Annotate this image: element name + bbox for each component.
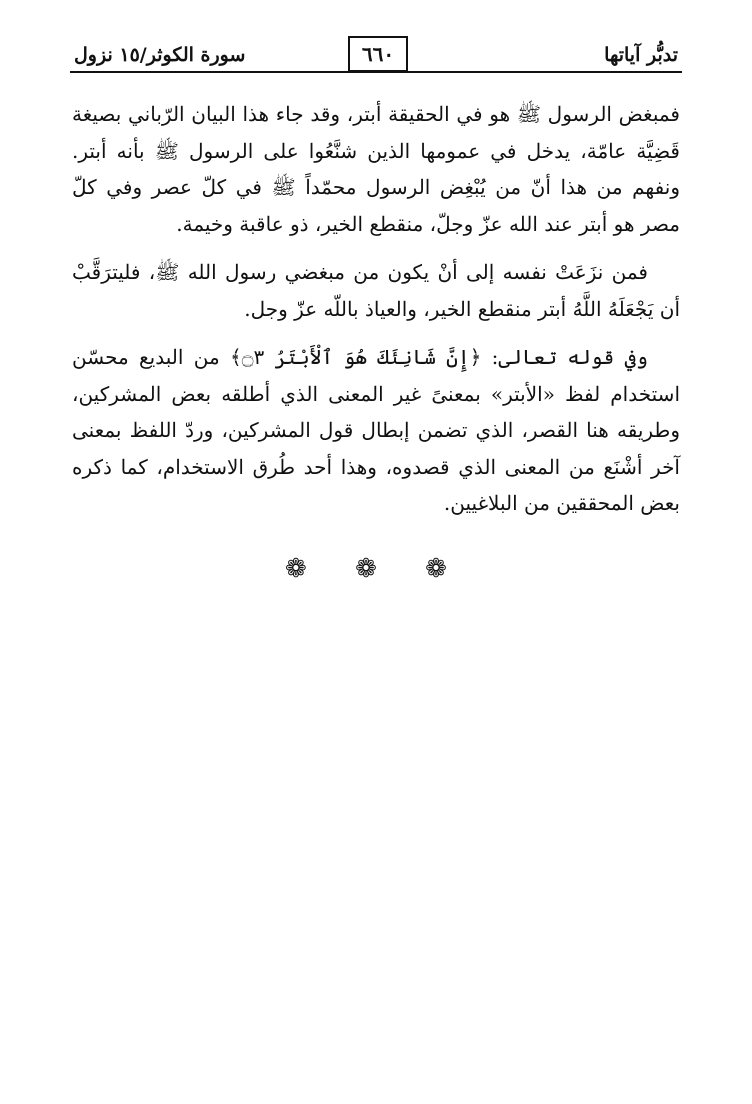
- section-divider: ❁ ❁ ❁: [285, 554, 467, 584]
- header-rule: [70, 71, 682, 73]
- page-header: [70, 36, 682, 76]
- book-title: تدبُّر آياتها: [604, 44, 678, 66]
- paragraph: فمن نزَعَتْ نفسه إلى أنْ يكون من مبغضي رسول الله ﷺ، فليترَقَّبْ أن يَجْعَلَهُ اللَّهُ أبتر منقطع الخير، والعياذ باللّه عزّ وجل.: [72, 260, 680, 321]
- paragraph: وفي قوله تعالى: ﴿إِنَّ شَانِئَكَ هُوَ ٱلْأَبْتَرُ ۝٣﴾ من البديع محسّن استخدام لفظ «الأبتر» بمعنىً غير المعنى الذي أطلقه بعض المشركين، وطريقه هنا القصر، الذي تضمن إبطال قول المشركين، وردّ اللفظ بمعنى آخر أشْنَع من المعنى الذي قصدوه، وهذا أحد طُرق الاستخدام، كما ذكره بعض المحققين من البلاغيين.: [72, 345, 680, 515]
- paragraph: فمبغض الرسول ﷺ هو في الحقيقة أبتر، وقد جاء هذا البيان الرّباني بصيغة قَضِيَّة عامّة، يدخل في عمومها الذين شنَّعُوا على الرسول ﷺ بأنه أبتر. ونفهم من هذا أنّ من يُبْغِض الرسول محمّداً ﷺ في كلّ عصر وفي كلّ مصر هو أبتر عند الله عزّ وجلّ، منقطع الخير، ذو عاقبة وخيمة.: [72, 102, 680, 236]
- section-title: سورة الكوثر/١٥ نزول: [74, 44, 246, 66]
- page-number: ٦٦٠: [348, 36, 408, 72]
- main-text: [72, 96, 680, 534]
